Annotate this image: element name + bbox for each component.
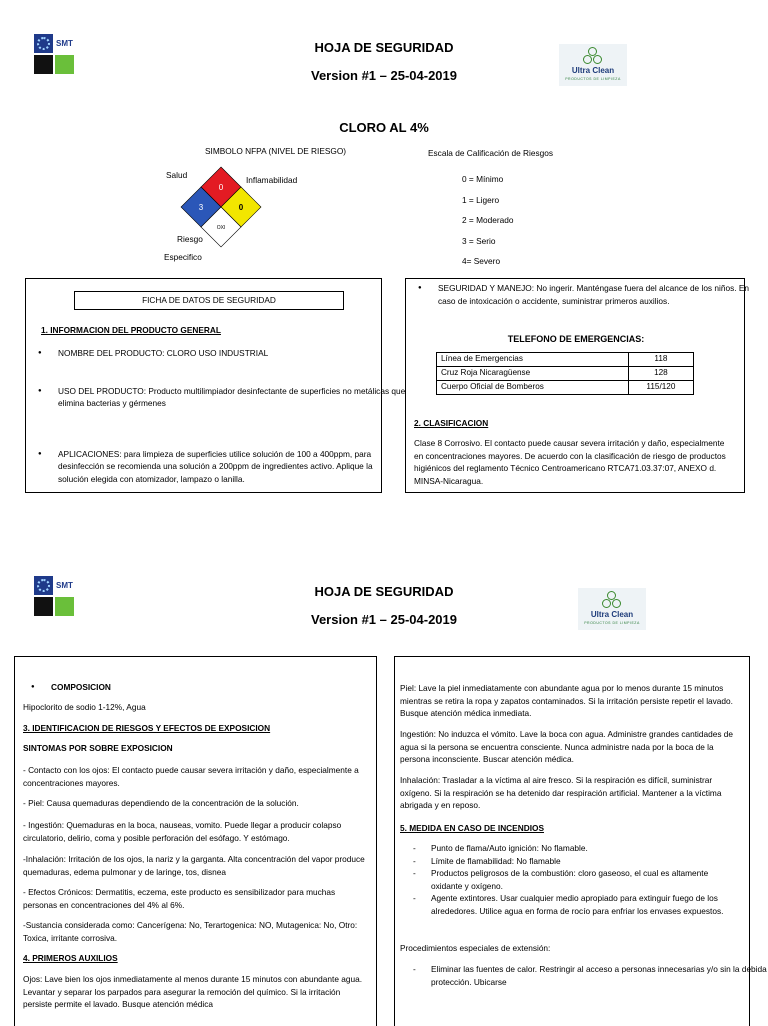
efectos-cronicos: - Efectos Crónicos: Dermatitis, eczema, este producto es sensibilizador para muchas personas en concentraciones del 4% al 6%. xyxy=(23,887,336,910)
scale-heading: Escala de Calificación de Riesgos xyxy=(428,148,553,158)
nombre-producto: ● NOMBRE DEL PRODUCTO: CLORO USO INDUSTRIAL xyxy=(26,347,398,360)
clasificacion-heading: 2. CLASIFICACION xyxy=(414,418,489,428)
nfpa-especifico-label: Especifico xyxy=(164,252,202,262)
emergency-number: 118 xyxy=(628,353,693,367)
sintoma-ojos: - Contacto con los ojos: El contacto puede causar severa irritación y daño, especialmente a concentraciones mayores. xyxy=(23,765,359,788)
info-box xyxy=(25,278,406,493)
list-item: - Productos peligrosos de la combustión: cloro gaseoso, el cual es altamente oxidante y oxígeno. xyxy=(395,867,747,892)
scale-item: 4= Severo xyxy=(462,256,501,266)
ultra-clean-tagline: PRODUCTOS DE LIMPIEZA xyxy=(584,621,640,625)
nfpa-right-value: 0 xyxy=(238,203,244,212)
tools-icon: ⚒ xyxy=(34,597,53,616)
emergency-name: Cuerpo Oficial de Bomberos xyxy=(437,381,629,395)
emergency-number: 115/120 xyxy=(628,381,693,395)
uso-producto: ● USO DEL PRODUCTO: Producto multilimpiador desinfectante de superficies no metálicas que elimina bacterias y gérmenes xyxy=(26,385,410,410)
piel-auxilio: Piel: Lave la piel inmediatamente con abundante agua por lo menos durante 15 minutos mientras se retira la ropa y zapatos contaminados. Si la irritación persiste repetir el lavado. Busque atención médica inmediata. xyxy=(400,683,733,718)
aplicaciones: ● APLICACIONES: para limpieza de superficies utilice solución de 100 a 400ppm, para desinfección se recomienda una solución a 200ppm de ingredientes activo. Aplique la solución elegida con atomizador, lampazo o lanilla. xyxy=(26,448,393,486)
nfpa-top-value: 0 xyxy=(218,183,224,192)
procedimientos-heading: Procedimientos especiales de extensión: xyxy=(400,943,551,953)
sintoma-inhalacion: -Inhalación: Irritación de los ojos, la nariz y la garganta. Alta concentración del vapor produce quemaduras, edema pulmonar y de laringe, tos, disnea xyxy=(23,854,365,877)
ultra-clean-tagline: PRODUCTOS DE LIMPIEZA xyxy=(565,77,621,81)
sintoma-ingestion: - Ingestión: Quemaduras en la boca, nauseas, vomito. Puede llegar a producir colapso circulatorio, delirio, coma y posible perforación del esófago. Y estómago. xyxy=(23,820,342,843)
nfpa-bottom-value: OXI xyxy=(216,225,226,231)
emergency-number: 128 xyxy=(628,367,693,381)
header-version: Version #1 – 25-04-2019 xyxy=(311,612,457,627)
scale-list xyxy=(462,169,513,272)
clasificacion-text: Clase 8 Corrosivo. El contacto puede causar severa irritación y daño, especialmente en concentraciones mayores. De acuerdo con la clasificación de riesgo de productos higiénicos del reglamento Técnico Centroamericano RTCA71.03.37:07, ANEXO d. MINSA-Nicaragua. xyxy=(414,438,726,486)
nfpa-inflamabilidad-label: Inflamabilidad xyxy=(246,175,298,185)
header-title: HOJA DE SEGURIDAD xyxy=(314,40,454,55)
list-item: - Agente extintores. Usar cualquier medio apropiado para extinguir fuego de los alrededores. Utilice agua en forma de rocío para enfriar los envases expuestos. xyxy=(395,892,747,917)
safety-box xyxy=(405,278,749,493)
list-item: - Límite de flamabilidad: No flamable xyxy=(395,855,747,868)
emergency-table xyxy=(436,352,694,395)
nfpa-heading: SIMBOLO NFPA (NIVEL DE RIESGO) xyxy=(205,146,347,156)
ultra-clean-name: Ultra Clean xyxy=(590,610,634,619)
section1-heading: 1. INFORMACION DEL PRODUCTO GENERAL xyxy=(41,325,221,335)
smt-logo-text: SMT xyxy=(56,39,73,48)
primeros-auxilios-ojos: Ojos: Lave bien los ojos inmediatamente al menos durante 15 minutos con abundante agua. Levantar y separar los parpados para asegurar la remoción del químico. Si la irritación persiste permite el lavado. Busque atención médica xyxy=(23,974,363,1009)
auxilios-box xyxy=(394,656,767,1026)
scale-item: 0 = Mínimo xyxy=(462,174,504,184)
nfpa-riesgo-label: Riesgo xyxy=(177,234,203,244)
procedimientos-item: - Eliminar las fuentes de calor. Restringir al acceso a personas innecesarias y/o sin la debida protección. Ubicarse xyxy=(395,963,768,988)
nfpa-salud-label: Salud xyxy=(166,170,188,180)
sintoma-piel: - Piel: Causa quemaduras dependiendo de la concentración de la solución. xyxy=(23,798,299,808)
ultra-clean-name: Ultra Clean xyxy=(571,66,615,75)
seguridad-manejo: ● SEGURIDAD Y MANEJO: No ingerir. Manténgase fuera del alcance de los niños. En caso de intoxicación o accidente, suministrar primeros auxilios. xyxy=(406,282,768,307)
molecule-icon xyxy=(583,47,603,65)
sustancia-considerada: -Sustancia considerada como: Cancerígena: No, Terartogenica: NO, Mutagenica: No, Otro: Toxica, irritante corrosiva. xyxy=(23,920,358,943)
list-item: - Punto de flama/Auto ignición: No flamable. xyxy=(395,842,747,855)
table-row xyxy=(437,353,694,367)
tools-icon: ⚒ xyxy=(34,55,53,74)
ficha-title: FICHA DE DATOS DE SEGURIDAD xyxy=(74,291,344,310)
molecule-icon xyxy=(602,591,622,609)
telefono-heading: TELEFONO DE EMERGENCIAS: xyxy=(507,334,645,344)
composicion-heading: ● COMPOSICION xyxy=(19,681,380,694)
scale-item: 1 = Ligero xyxy=(462,194,500,205)
product-title: CLORO AL 4% xyxy=(339,120,429,135)
header-title: HOJA DE SEGURIDAD xyxy=(314,584,454,599)
emergency-name: Cruz Roja Nicaragüense xyxy=(437,367,629,381)
incendio-list xyxy=(395,842,747,917)
inhalacion-auxilio: Inhalación: Trasladar a la víctima al aire fresco. Si la respiración es difícil, suministrar oxígeno. Si la respiración se ha detenido dar respiración artificial. Mantener a la víctima abrigada y en reposo. xyxy=(400,775,722,810)
composicion-text: Hipoclorito de sodio 1-12%, Agua xyxy=(23,702,146,712)
emergency-name: Línea de Emergencias xyxy=(437,353,629,367)
riesgos-box xyxy=(14,656,377,1026)
nfpa-left-value: 3 xyxy=(198,203,204,212)
section4-heading: 4. PRIMEROS AUXILIOS xyxy=(23,953,118,963)
table-row xyxy=(437,367,694,381)
ingestion-auxilio: Ingestión: No induzca el vómito. Lave la boca con agua. Administre grandes cantidades de agua si la persona se encuentra consciente. Nunca administre nada por la boca de la persona inconsciente. Buscar atención médica. xyxy=(400,729,734,764)
section5-heading: 5. MEDIDA EN CASO DE INCENDIOS xyxy=(400,823,544,833)
section3-heading: 3. IDENTIFICACION DE RIESGOS Y EFECTOS DE EXPOSICION xyxy=(23,723,271,733)
sintomas-heading: SINTOMAS POR SOBRE EXPOSICION xyxy=(23,743,173,753)
scale-item: 2 = Moderado xyxy=(462,215,514,225)
table-row xyxy=(437,381,694,395)
smt-logo-text: SMT xyxy=(56,581,73,590)
ultra-clean-logo xyxy=(559,44,627,86)
ultra-clean-logo xyxy=(578,588,646,630)
scale-item: 3 = Serio xyxy=(462,235,496,246)
header-version: Version #1 – 25-04-2019 xyxy=(311,68,457,83)
